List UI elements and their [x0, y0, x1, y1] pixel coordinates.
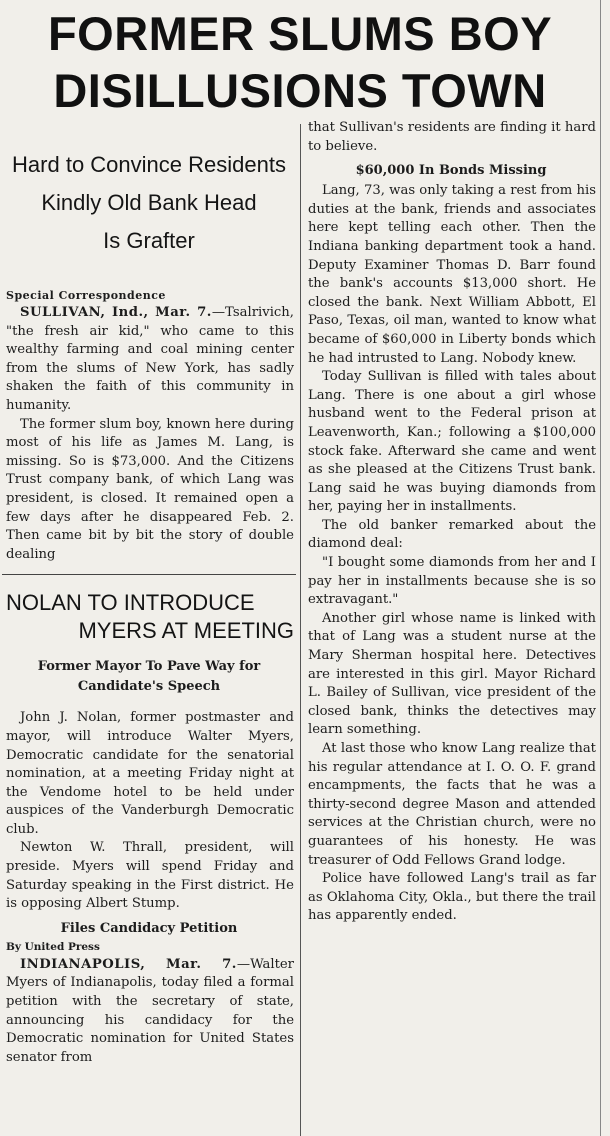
article-1-paragraph-7: Another girl whose name is linked with that of Lang was a student nurse at the Mary Sherman hospital here. Detectives are interested in this girl. Mayor Richard L. Bailey of Sullivan, vice president of the closed bank, thinks the detectives may learn something.	[308, 610, 596, 738]
main-headline	[0, 0, 600, 124]
article-1-dateline: SULLIVAN, Ind., Mar. 7.	[20, 305, 212, 320]
article-2-paragraph-2: Newton W. Thrall, president, will preside. Myers will spend Friday and Saturday speaking in the First district. He is opposing Albert Stump.	[6, 840, 294, 912]
article-1-paragraph-3: Lang, 73, was only taking a rest from his duties at the bank, friends and associates here kept telling each other. Then the Indiana banking department took a hand. Deputy Examiner Thomas D. Barr found the bank's accounts $13,000 short. He closed the bank. Next William Abbott, El Paso, Texas, oil man, wanted to know what became of $60,000 in Liberty bonds which he had intrusted to Lang. Nobody knew.	[308, 183, 596, 366]
article-separator-rule	[2, 574, 296, 575]
article-1-paragraph-1	[2, 304, 296, 416]
article-2-paragraph-3-text: —Walter Myers of Indianapolis, today filed a formal petition with the secretary of state, announcing his candidacy for the Democratic nomination for United States senator from	[6, 956, 294, 1065]
article-1-deck	[2, 146, 296, 260]
article-1-paragraph-4: Today Sullivan is filled with tales about Lang. There is one about a girl whose husband went to the Federal prison at Leavenworth, Kan.; following a $100,000 stock fake. Afterward she came and went as she pleased at the Citizens Trust bank. Lang said he was buying diamonds from her, paying her in installments.	[308, 369, 596, 515]
right-edge-rule	[600, 0, 601, 1136]
article-1-paragraph-8: At last those who know Lang realize that his regular attendance at I. O. O. F. grand encampments, the facts that he was a thirty-second degree Mason and attended services at the Christian church, were no guarantees of his honesty. He was treasurer of Odd Fellows Grand lodge.	[308, 741, 596, 868]
article-2-subhead: Files Candidacy Petition	[60, 920, 238, 936]
article-1-paragraph-9: Police have followed Lang's trail as far as Oklahoma City, Okla., but there the trail has apparently ended.	[308, 871, 596, 924]
article-1-deck-line-2: Kindly Old Bank Head	[41, 190, 257, 215]
article-2-paragraph-1: John J. Nolan, former postmaster and mayor, will introduce Walter Myers, Democratic candidate for the senatorial nomination, at a meeting Friday night at the Vendome hotel to be held under auspices of the Vanderburgh Democratic club.	[6, 710, 294, 837]
article-2-deck-line-2: Candidate's Speech	[77, 679, 221, 695]
article-1-paragraph-1-text: —Tsalrivich, "the fresh air kid," who came to this wealthy farming and coal mining center from the slums of New York, has sadly shaken the faith of this community in humanity.	[6, 305, 294, 413]
main-headline-line-2: DISILLUSIONS TOWN	[53, 64, 547, 117]
article-1-subhead: $60,000 In Bonds Missing	[355, 163, 547, 179]
article-2-byline: By United Press	[6, 940, 100, 953]
article-1-deck-line-3: Is Grafter	[103, 228, 195, 253]
article-1-byline: Special Correspondence	[6, 289, 166, 302]
article-1-paragraph-5: The old banker remarked about the diamond deal:	[308, 517, 596, 552]
right-column	[304, 119, 598, 1136]
left-column	[2, 124, 296, 1136]
article-1-deck-line-1: Hard to Convince Residents	[12, 152, 286, 177]
article-1-paragraph-2: The former slum boy, known here during most of his life as James M. Lang, is missing. So is $73,000. And the Citizens Trust company bank, of which Lang was president, is closed. It remained open a few days after he disappeared Feb. 2. Then came bit by bit the story of double dealing	[6, 416, 294, 562]
main-headline-line-1: FORMER SLUMS BOY	[47, 7, 553, 60]
article-2-headline-line-1: NOLAN TO INTRODUCE	[6, 590, 255, 616]
article-2-paragraph-3	[2, 956, 296, 1068]
article-1-quote-paragraph: "I bought some diamonds from her and I pay her in installments because she is so extravagant."	[308, 555, 596, 608]
article-1-continued-paragraph: that Sullivan's residents are finding it hard to believe.	[308, 120, 596, 154]
article-2-deck	[2, 657, 296, 697]
column-rule	[300, 124, 301, 1136]
article-2-dateline: INDIANAPOLIS, Mar. 7.	[20, 956, 237, 972]
article-2-deck-line-1: Former Mayor To Pave Way for	[37, 659, 261, 675]
article-2-headline-line-2: MYERS AT MEETING	[78, 618, 294, 644]
